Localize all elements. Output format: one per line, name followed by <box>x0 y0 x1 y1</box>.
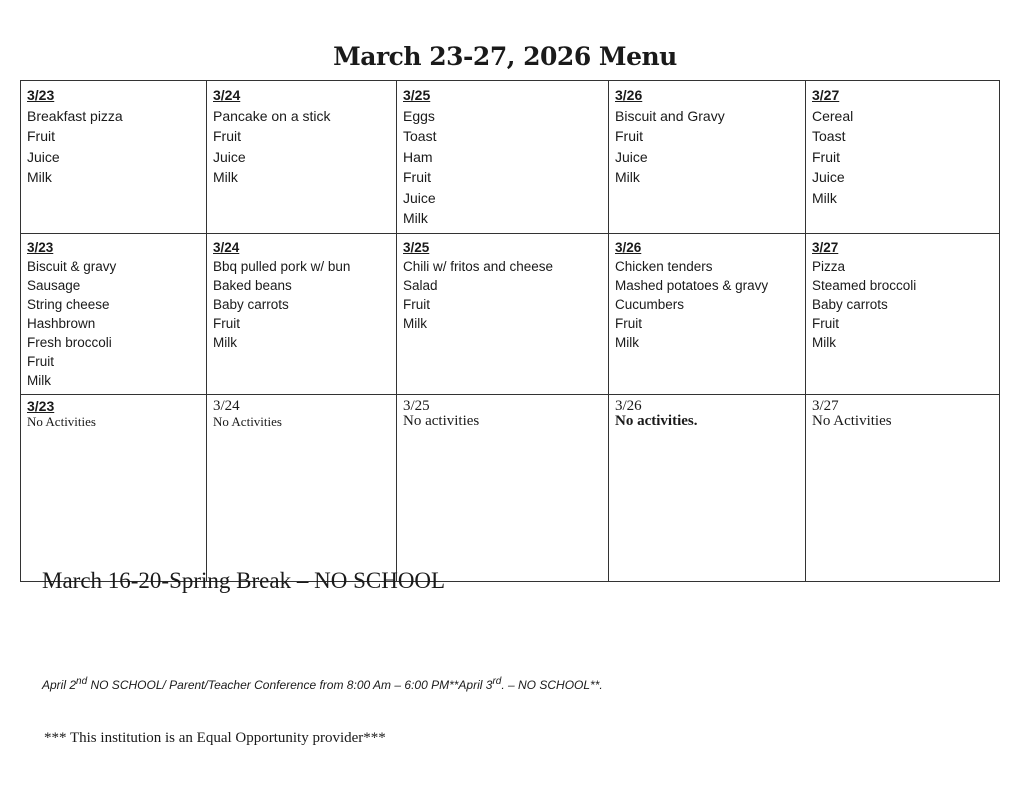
activity-text: No Activities <box>812 412 892 429</box>
activities-cell <box>806 394 1000 581</box>
date-label: 3/25 <box>403 87 431 103</box>
lunch-cell <box>21 233 207 394</box>
date-label: 3/24 <box>213 397 240 414</box>
menu-item: Pancake on a stick <box>213 107 331 124</box>
april-sup-2: rd <box>492 676 502 687</box>
menu-item: Biscuit & gravy <box>27 258 117 274</box>
breakfast-cell <box>207 81 397 234</box>
activity-text: No Activities <box>27 413 96 429</box>
menu-item: Biscuit and Gravy <box>615 107 725 124</box>
menu-item: Juice <box>27 148 60 165</box>
menu-item: String cheese <box>27 296 110 312</box>
menu-item: Fruit <box>27 353 54 369</box>
lunch-cell <box>806 233 1000 394</box>
menu-item: Pizza <box>812 258 846 274</box>
date-label: 3/23 <box>27 239 54 255</box>
menu-item: Cucumbers <box>615 296 685 312</box>
menu-item: Fruit <box>213 128 241 144</box>
breakfast-cell <box>397 81 609 234</box>
menu-item: Toast <box>812 128 846 144</box>
menu-item: Milk <box>213 334 237 350</box>
date-label: 3/26 <box>615 397 642 414</box>
april-text-2: NO SCHOOL/ Parent/Teacher Conference from 8:00 Am – 6:00 PM**April 3 <box>87 678 493 692</box>
april-notice <box>42 676 603 692</box>
menu-item: Bbq pulled pork w/ bun <box>213 258 351 274</box>
activity-text: No Activities <box>213 413 282 429</box>
menu-item: Fruit <box>615 315 642 331</box>
spring-break-notice: March 16-20-Spring Break – NO SCHOOL <box>42 568 446 593</box>
april-text-3: . – NO SCHOOL**. <box>501 678 603 692</box>
menu-item: Toast <box>403 128 437 144</box>
menu-item: Fruit <box>812 148 840 165</box>
menu-item: Mashed potatoes & gravy <box>615 277 769 293</box>
april-text-1: April 2 <box>42 678 77 692</box>
menu-item: Baked beans <box>213 277 292 293</box>
april-sup-1: nd <box>76 676 88 687</box>
breakfast-cell <box>21 81 207 234</box>
menu-item: Baby carrots <box>213 296 289 312</box>
menu-item: Juice <box>812 169 845 185</box>
menu-item: Milk <box>213 169 238 185</box>
menu-item: Juice <box>213 148 246 165</box>
menu-item: Milk <box>403 315 427 331</box>
menu-item: Chicken tenders <box>615 258 713 274</box>
menu-item: Fresh broccoli <box>27 334 112 350</box>
menu-item: Eggs <box>403 107 435 124</box>
activity-text: No activities <box>403 412 480 429</box>
lunch-cell <box>609 233 806 394</box>
menu-item: Fruit <box>213 315 240 331</box>
menu-item: Milk <box>27 372 51 388</box>
date-label: 3/24 <box>213 239 240 255</box>
menu-item: Milk <box>615 334 639 350</box>
menu-item: Milk <box>615 169 640 185</box>
menu-item: Fruit <box>27 128 55 144</box>
date-label: 3/26 <box>615 239 642 255</box>
date-label: 3/25 <box>403 239 430 255</box>
menu-item: Hashbrown <box>27 315 96 331</box>
lunch-cell <box>397 233 609 394</box>
menu-item: Fruit <box>403 296 430 312</box>
breakfast-row <box>21 81 1000 234</box>
menu-item: Salad <box>403 277 438 293</box>
menu-item: Juice <box>403 189 436 206</box>
activities-cell <box>21 394 207 581</box>
menu-table <box>20 80 1000 582</box>
breakfast-cell <box>609 81 806 234</box>
date-label: 3/25 <box>403 397 430 414</box>
menu-item: Milk <box>812 334 836 350</box>
menu-item: Fruit <box>615 128 643 144</box>
menu-item: Sausage <box>27 277 81 293</box>
activity-text: No activities. <box>615 412 698 429</box>
menu-item: Milk <box>403 210 428 226</box>
date-label: 3/27 <box>812 87 840 103</box>
page-title: March 23-27, 2026 Menu <box>333 42 677 71</box>
date-label: 3/27 <box>812 397 839 414</box>
activities-row <box>21 394 1000 581</box>
date-label: 3/23 <box>27 397 55 414</box>
menu-item: Breakfast pizza <box>27 107 123 124</box>
menu-item: Chili w/ fritos and cheese <box>403 258 554 274</box>
date-label: 3/24 <box>213 87 241 103</box>
menu-item: Cereal <box>812 107 854 124</box>
menu-item: Baby carrots <box>812 296 888 312</box>
activities-cell <box>397 394 609 581</box>
menu-item: Milk <box>812 189 837 206</box>
menu-item: Steamed broccoli <box>812 277 917 293</box>
menu-item: Fruit <box>812 315 839 331</box>
menu-item: Fruit <box>403 169 431 185</box>
date-label: 3/27 <box>812 239 839 255</box>
lunch-row <box>21 233 1000 394</box>
menu-item: Ham <box>403 148 433 165</box>
lunch-cell <box>207 233 397 394</box>
menu-item: Juice <box>615 148 648 165</box>
activities-cell <box>609 394 806 581</box>
equal-opportunity-statement: *** This institution is an Equal Opportunity provider*** <box>44 730 386 746</box>
date-label: 3/26 <box>615 87 643 103</box>
date-label: 3/23 <box>27 87 55 103</box>
menu-item: Milk <box>27 169 52 185</box>
breakfast-cell <box>806 81 1000 234</box>
activities-cell <box>207 394 397 581</box>
